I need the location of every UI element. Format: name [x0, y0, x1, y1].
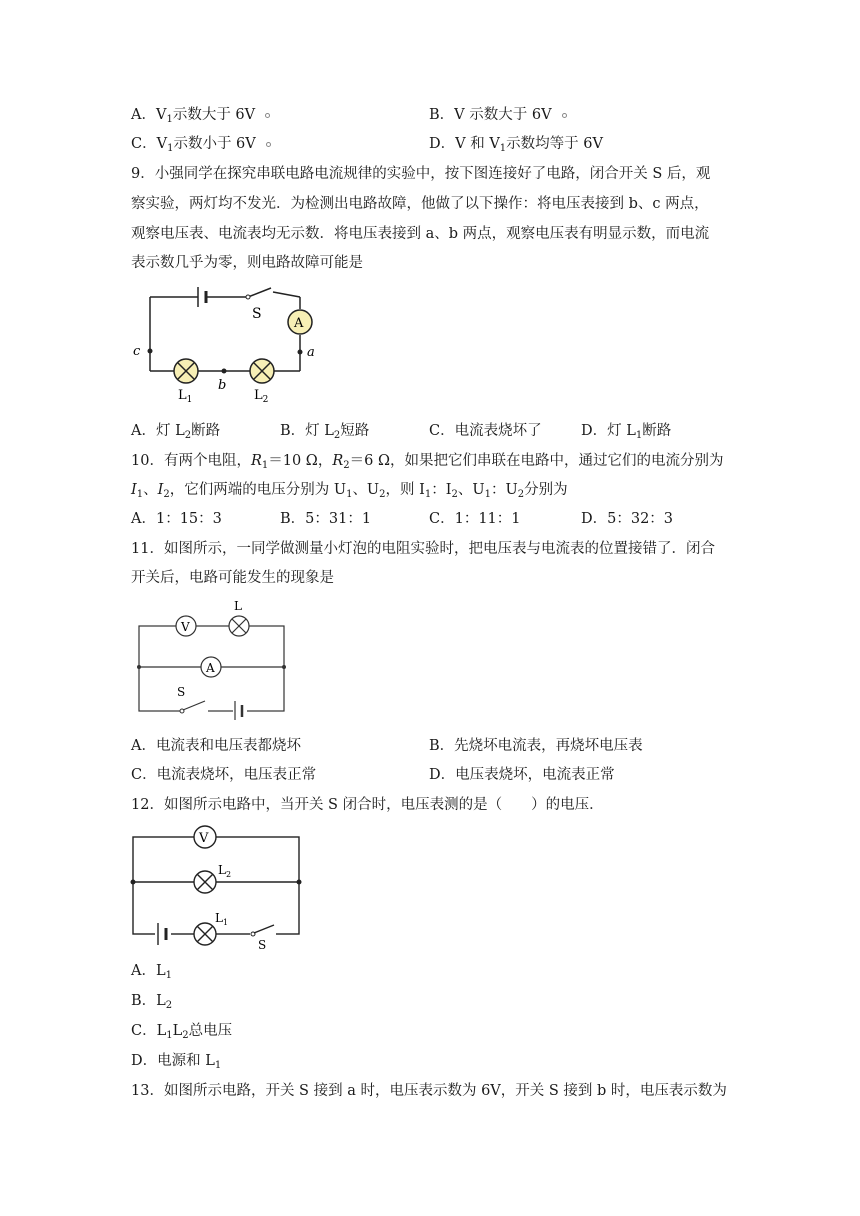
q12-circuit-diagram: [128, 822, 308, 952]
switch-label: S: [258, 938, 267, 952]
q11-option-d: D．电压表烧坏，电流表正常: [429, 767, 615, 783]
q9-circuit-diagram: [128, 283, 328, 413]
lamp-l2-icon: [194, 871, 216, 893]
lamp-l2-label: $L_2$: [254, 388, 269, 405]
junction-dot: [282, 665, 286, 669]
voltmeter-label: V: [199, 831, 209, 846]
q11-line-2: 开关后，电路可能发生的现象是: [131, 570, 334, 586]
point-a-dot: [298, 350, 303, 355]
ammeter-label: A: [294, 316, 304, 331]
q10-option-d: D．5：32：3: [581, 511, 674, 527]
point-b-dot: [222, 369, 227, 374]
q11-option-c: C．电流表烧坏，电压表正常: [131, 767, 317, 783]
junction-dot: [137, 665, 141, 669]
lamp-l1-label: $L_1$: [215, 911, 229, 927]
q11-circuit-diagram: [130, 596, 295, 721]
q9-line-4: 表示数几乎为零，则电路故障可能是: [131, 255, 363, 271]
lamp-label: L: [234, 599, 242, 613]
q9-option-d: D．灯 $L_1$断路: [581, 423, 672, 441]
q9-option-c: C．电流表烧坏了: [429, 423, 542, 439]
q10-option-c: C．1：11：1: [429, 511, 521, 527]
q8-option-d: D．V 和 $V_1$示数均等于 6V: [429, 136, 603, 154]
q12-line-1: 12．如图所示电路中，当开关 S 闭合时，电压表测的是（ ）的电压．: [131, 797, 604, 813]
q8-option-a: A．$V_1$示数大于 6V: [131, 105, 270, 125]
q9-option-a: A．灯 $L_2$断路: [131, 423, 221, 441]
lamp-l1-icon: [194, 923, 216, 945]
q10-option-a: A．1：15：3: [131, 511, 222, 527]
lamp-l2-icon: [250, 359, 274, 383]
q10-option-b: B．5：31：1: [280, 511, 372, 527]
point-c-dot: [148, 349, 153, 354]
ammeter-label: A: [206, 661, 215, 675]
q8-option-c: C．$V_1$示数小于 6V: [131, 134, 271, 154]
q11-option-b: B．先烧坏电流表，再烧坏电压表: [429, 738, 643, 754]
lamp-l1-label: $L_1$: [178, 388, 193, 405]
q12-option-c: C．$L_1L_2$总电压: [131, 1023, 233, 1041]
q10-line-2: $I_1$、$I_2$，它们两端的电压分别为 $U_1$、$U_2$，则 $I_1$：$I_2$、$U_1$：$U_2$分别为: [131, 482, 568, 500]
q9-line-3: 观察电压表、电流表均无示数．将电压表接到 a、b 两点，观察电压表有明显示数，而电流: [131, 226, 710, 242]
lamp-l2-label: $L_2$: [218, 863, 232, 879]
dot-mark: [265, 113, 270, 118]
q9-option-b: B．灯 $L_2$短路: [280, 423, 370, 441]
dot-mark: [266, 142, 271, 147]
dot-mark: [562, 113, 567, 118]
point-b-label: b: [218, 378, 227, 393]
q8-option-b: B．V 示数大于 6V: [429, 105, 567, 125]
switch-blade: [248, 288, 271, 297]
lamp-icon: [229, 616, 249, 636]
switch-pivot: [246, 295, 250, 299]
junction-dot: [297, 880, 302, 885]
switch-label: S: [177, 685, 186, 699]
q9-line-2: 察实验，两灯均不发光．为检测出电路故障，他做了以下操作：将电压表接到 b、c 两点，: [131, 196, 709, 212]
voltmeter-label: V: [181, 620, 190, 634]
q12-option-b: B．$L_2$: [131, 993, 173, 1011]
q12-option-d: D．电源和 $L_1$: [131, 1053, 222, 1071]
q9-line-1: 9．小强同学在探究串联电路电流规律的实验中，按下图连接好了电路，闭合开关 S 后，观: [131, 166, 711, 182]
q12-option-a: A．$L_1$: [131, 963, 172, 981]
q11-line-1: 11．如图所示，一同学做测量小灯泡的电阻实验时，把电压表与电流表的位置接错了．闭合: [131, 541, 715, 557]
junction-dot: [131, 880, 136, 885]
q13-line-1: 13．如图所示电路，开关 S 接到 a 时，电压表示数为 6V，开关 S 接到 b 时，电压表示数为: [131, 1083, 727, 1099]
q10-line-1: 10．有两个电阻，$R_1=10$ Ω，$R_2=6$ Ω，如果把它们串联在电路中，通过它们的电流分别为: [131, 453, 724, 471]
lamp-l1-icon: [174, 359, 198, 383]
point-c-label: c: [133, 344, 141, 359]
point-a-label: a: [307, 345, 315, 360]
switch-label: S: [252, 306, 262, 322]
q11-option-a: A．电流表和电压表都烧坏: [131, 738, 301, 754]
